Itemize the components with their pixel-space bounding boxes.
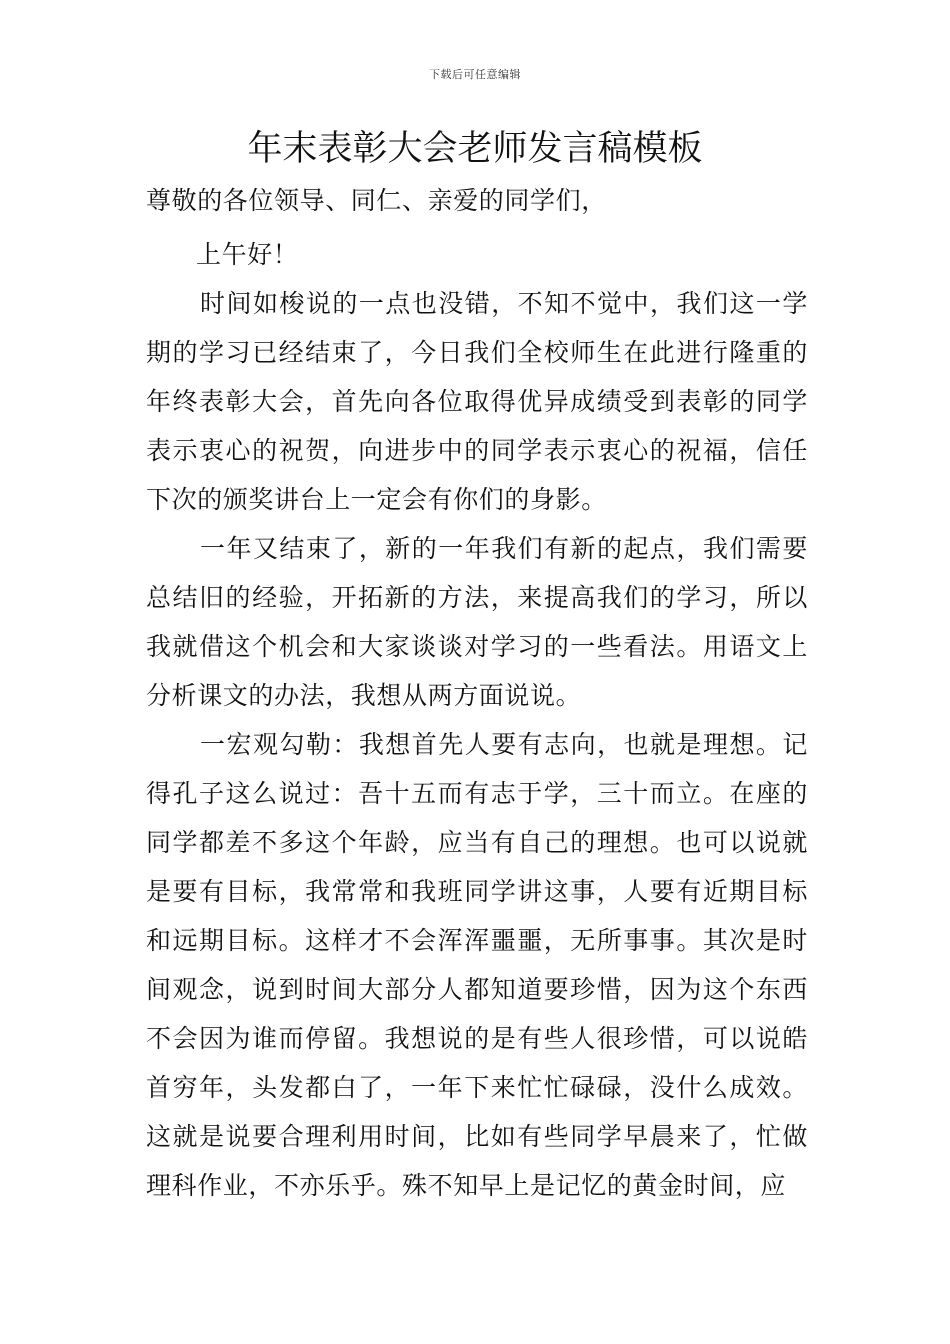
greeting-line: 上午好！ [196, 240, 299, 269]
document-body [146, 176, 808, 1210]
body-paragraph-2: 一年又结束了，新的一年我们有新的起点，我们需要总结旧的经验，开拓新的方法，来提高我们的学习，所以我就借这个机会和大家谈谈对学习的一些看法。用语文上分析课文的办法，我想从两方面说说。 [146, 534, 808, 710]
salutation-line: 尊敬的各位领导、同仁、亲爱的同学们， [146, 186, 607, 215]
page-header-note: 下载后可任意编辑 [429, 68, 521, 81]
document-title: 年末表彰大会老师发言稿模板 [247, 129, 703, 169]
body-paragraph-3: 一宏观勾勒：我想首先人要有志向，也就是理想。记得孔子这么说过：吾十五而有志于学，三十而立。在座的同学都差不多这个年龄，应当有自己的理想。也可以说就是要有目标，我常常和我班同学讲这事，人要有近期目标和远期目标。这样才不会浑浑噩噩，无所事事。其次是时间观念，说到时间大部分人都知道要珍惜，因为这个东西不会因为谁而停留。我想说的是有些人很珍惜，可以说皓首穷年，头发都白了，一年下来忙忙碌碌，没什么成效。这就是说要合理利用时间，比如有些同学早晨来了，忙做理科作业，不亦乐乎。殊不知早上是记忆的黄金时间，应 [146, 730, 808, 1200]
body-paragraph-1: 时间如梭说的一点也没错，不知不觉中，我们这一学期的学习已经结束了，今日我们全校师生在此进行隆重的年终表彰大会，首先向各位取得优异成绩受到表彰的同学表示衷心的祝贺，向进步中的同学表示衷心的祝福，信任下次的颁奖讲台上一定会有你们的身影。 [146, 289, 808, 514]
